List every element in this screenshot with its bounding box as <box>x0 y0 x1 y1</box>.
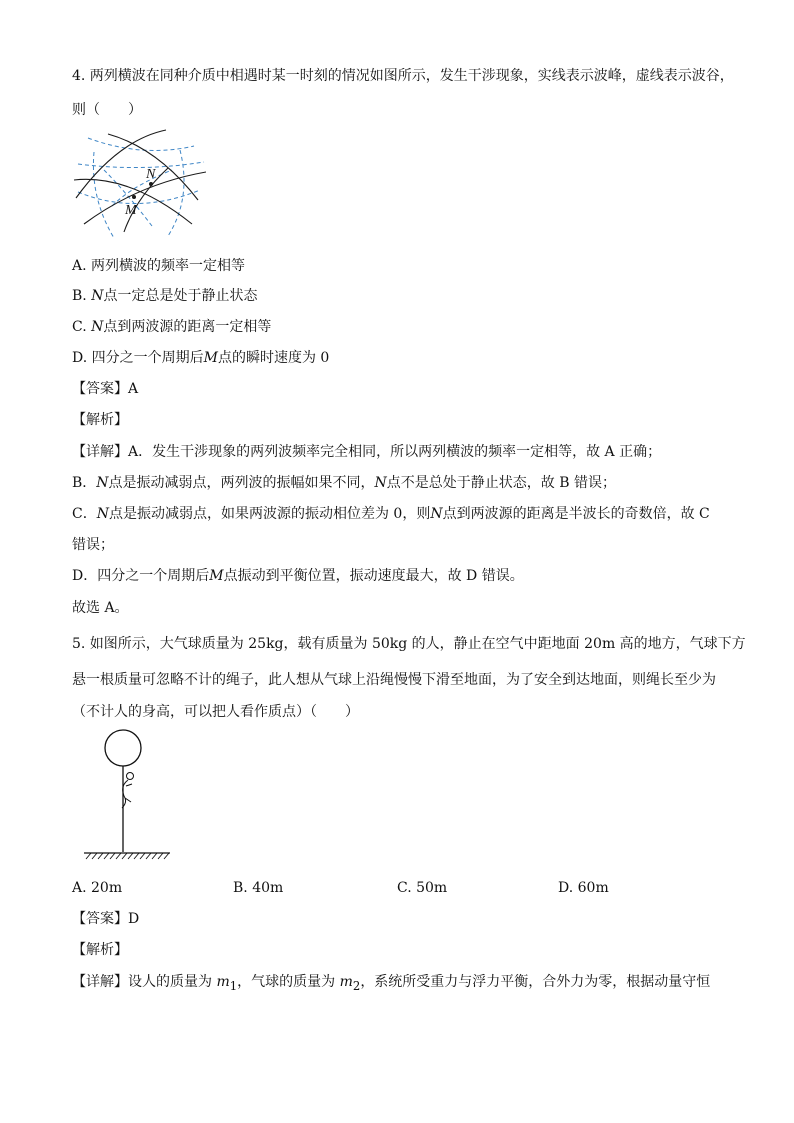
crest-lines <box>74 130 206 232</box>
q5-option-b: B. 40m <box>233 880 284 896</box>
q5-answer: 【答案】D <box>72 911 140 927</box>
q5-option-d: D. 60m <box>558 880 609 896</box>
q4-stem-line2: 则（ ） <box>72 102 142 118</box>
q4-answer: 【答案】A <box>72 381 139 397</box>
person-figure <box>122 773 134 809</box>
q5-detail-line1: 【详解】设人的质量为 $m_1$，气球的质量为 $m_2$，系统所受重力与浮力平衡，合外力为零，根据动量守恒 <box>72 974 711 993</box>
q4-option-a: A. 两列横波的频率一定相等 <box>72 258 246 274</box>
ground-hatch <box>86 853 169 859</box>
q4-analysis-title: 【解析】 <box>72 412 128 428</box>
q4-detail-line1: 【详解】A．发生干涉现象的两列波频率完全相同，所以两列横波的频率一定相等，故 A 正确； <box>72 444 662 460</box>
q4-detail-line3: C．N点是振动减弱点，如果两波源的振动相位差为 0，则N点到两波源的距离是半波长的奇数倍，故 C <box>72 506 710 522</box>
q5-stem-line2: 悬一根质量可忽略不计的绳子，此人想从气球上沿绳慢慢下滑至地面，为了安全到达地面，则绳长至少为 <box>72 672 716 688</box>
label-n: N <box>146 167 156 182</box>
point-m <box>132 195 136 199</box>
q4-detail-line2: B．N点是振动减弱点，两列波的振幅如果不同，N点不是总处于静止状态，故 B 错误； <box>72 475 616 491</box>
q5-option-c: C. 50m <box>397 880 448 896</box>
q5-stem-line3: （不计人的身高，可以把人看作质点）（ ） <box>72 704 359 720</box>
point-n <box>149 182 153 186</box>
wave-interference-figure <box>72 128 206 240</box>
q4-option-c: C. N点到两波源的距离一定相等 <box>72 319 272 335</box>
q4-option-d: D. 四分之一个周期后M点的瞬时速度为 0 <box>72 350 330 366</box>
q4-detail-line6: 故选 A。 <box>72 600 129 616</box>
q5-analysis-title: 【解析】 <box>72 942 128 958</box>
q5-stem-line1: 5. 如图所示，大气球质量为 25kg，载有质量为 50kg 的人，静止在空气中距地面 20m 高的地方，气球下方 <box>72 636 746 652</box>
q4-detail-line4: 错误； <box>72 537 114 553</box>
balloon <box>105 730 141 766</box>
q4-option-b: B. N点一定总是处于静止状态 <box>72 288 258 304</box>
trough-lines <box>78 138 204 238</box>
q5-option-a: A. 20m <box>72 880 123 896</box>
q4-stem-line1: 4. 两列横波在同种介质中相遇时某一时刻的情况如图所示，发生干涉现象，实线表示波峰，虚线表示波谷， <box>72 68 734 84</box>
label-m: M <box>125 203 137 218</box>
balloon-figure <box>82 728 174 860</box>
q4-detail-line5: D．四分之一个周期后M点振动到平衡位置，振动速度最大，故 D 错误。 <box>72 568 524 584</box>
